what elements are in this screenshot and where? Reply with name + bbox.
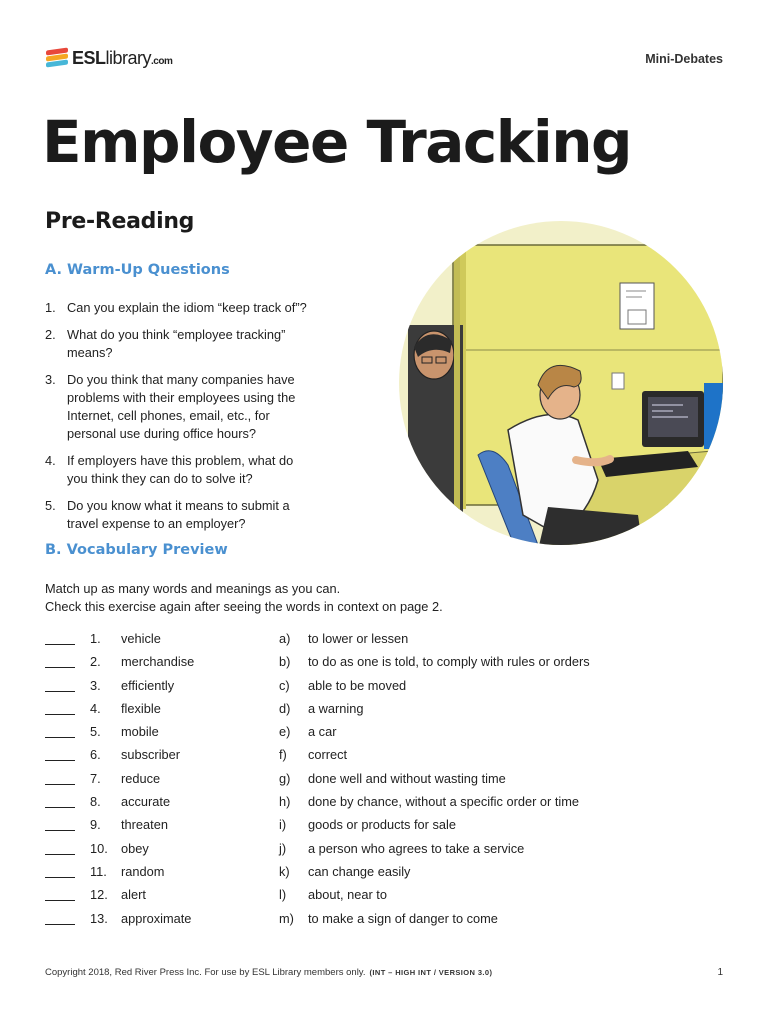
footer-copyright: Copyright 2018, Red River Press Inc. For use by ESL Library members only. (INT – HIGH INT / VERSION 3.0) xyxy=(45,967,493,978)
definition-text: correct xyxy=(308,747,348,763)
vocab-number: 13. xyxy=(90,910,108,926)
vocab-row xyxy=(45,793,645,816)
definition-letter: m) xyxy=(279,910,294,926)
vocab-row xyxy=(45,863,645,886)
question-item: 2. What do you think “employee tracking” means? xyxy=(45,327,286,360)
definition-text: to lower or lessen xyxy=(308,631,409,646)
vocab-row xyxy=(45,910,645,933)
vocab-word: efficiently xyxy=(121,677,175,693)
vocab-matching-list xyxy=(45,630,645,933)
vocab-word: merchandise xyxy=(121,654,195,670)
definition-letter: c) xyxy=(279,677,290,693)
vocab-number: 12. xyxy=(90,887,108,903)
vocab-word: threaten xyxy=(121,817,168,833)
answer-blank[interactable] xyxy=(45,784,75,785)
definition-text: done well and without wasting time xyxy=(308,770,506,786)
vocab-number: 7. xyxy=(90,770,101,786)
vocab-row xyxy=(45,723,645,746)
definition-text: goods or products for sale xyxy=(308,817,456,833)
question-item: 3. Do you think that many companies have problems with their employees using the Internet, cell phones, email, etc., for personal use during office hours? xyxy=(45,372,296,441)
question-item: 4. If employers have this problem, what do you think they can do to solve it? xyxy=(45,453,294,486)
definition-letter: b) xyxy=(279,654,291,670)
logo-wordmark: ESLlibrary.com xyxy=(72,47,173,68)
vocab-number: 5. xyxy=(90,724,101,740)
question-item: 1. Can you explain the idiom “keep track of”? xyxy=(45,300,307,315)
vocab-word: obey xyxy=(121,840,149,856)
definition-text: to make a sign of danger to come xyxy=(308,910,498,926)
definition-text: to do as one is told, to comply with rules or orders xyxy=(308,654,590,670)
definition-text: able to be moved xyxy=(308,677,407,693)
answer-blank[interactable] xyxy=(45,691,75,692)
definition-text: a warning xyxy=(308,700,364,716)
vocab-row xyxy=(45,770,645,793)
vocab-number: 6. xyxy=(90,747,101,763)
vocab-word: approximate xyxy=(121,910,192,926)
answer-blank[interactable] xyxy=(45,830,75,831)
vocab-number: 11. xyxy=(90,863,107,879)
vocab-row xyxy=(45,746,645,769)
vocab-heading: B. Vocabulary Preview xyxy=(45,542,228,558)
vocab-row xyxy=(45,840,645,863)
definition-text: done by chance, without a specific order or time xyxy=(308,794,580,810)
vocab-word: accurate xyxy=(121,794,171,810)
vocab-word: alert xyxy=(121,887,146,903)
vocab-word: mobile xyxy=(121,724,159,740)
vocab-number: 10. xyxy=(90,840,108,856)
esl-library-logo xyxy=(46,46,172,70)
vocab-number: 2. xyxy=(90,654,101,670)
definition-text: about, near to xyxy=(308,887,387,903)
definition-letter: h) xyxy=(279,794,291,810)
definition-text: a car xyxy=(308,724,337,740)
answer-blank[interactable] xyxy=(45,714,75,715)
vocab-row xyxy=(45,677,645,700)
vocab-number: 1. xyxy=(90,631,101,646)
definition-text: can change easily xyxy=(308,863,411,879)
definition-letter: l) xyxy=(279,887,287,903)
vocab-row xyxy=(45,816,645,839)
definition-letter: g) xyxy=(279,770,291,786)
vocab-row xyxy=(45,700,645,723)
vocab-row xyxy=(45,886,645,909)
answer-blank[interactable] xyxy=(45,644,75,645)
section-heading: Pre-Reading xyxy=(45,209,195,234)
logo-stack-icon xyxy=(46,47,68,69)
vocab-row xyxy=(45,653,645,676)
answer-blank[interactable] xyxy=(45,924,75,925)
definition-letter: a) xyxy=(279,631,291,646)
vocab-word: vehicle xyxy=(121,631,161,646)
definition-letter: k) xyxy=(279,863,290,879)
vocab-word: reduce xyxy=(121,770,161,786)
definition-letter: j) xyxy=(279,840,287,856)
vocab-instructions: Match up as many words and meanings as you can. Check this exercise again after seeing the words in context on page 2. xyxy=(45,581,443,614)
vocab-word: random xyxy=(121,863,165,879)
answer-blank[interactable] xyxy=(45,854,75,855)
level-version: (INT – HIGH INT / VERSION 3.0) xyxy=(369,968,493,977)
page-number: 1 xyxy=(717,967,723,978)
answer-blank[interactable] xyxy=(45,807,75,808)
page-title: Employee Tracking xyxy=(42,108,632,176)
answer-blank[interactable] xyxy=(45,737,75,738)
question-item: 5. Do you know what it means to submit a travel expense to an employer? xyxy=(45,498,290,531)
definition-letter: e) xyxy=(279,724,291,740)
vocab-number: 4. xyxy=(90,700,101,716)
vocab-number: 9. xyxy=(90,817,101,833)
definition-letter: f) xyxy=(279,747,287,763)
definition-letter: i) xyxy=(279,817,287,833)
vocab-number: 3. xyxy=(90,677,101,693)
definition-letter: d) xyxy=(279,700,291,716)
answer-blank[interactable] xyxy=(45,760,75,761)
vocab-word: flexible xyxy=(121,700,161,716)
vocab-row xyxy=(45,630,645,653)
vocab-number: 8. xyxy=(90,794,101,810)
lesson-category: Mini-Debates xyxy=(645,52,723,66)
answer-blank[interactable] xyxy=(45,900,75,901)
warmup-question-list xyxy=(45,299,365,542)
definition-text: a person who agrees to take a service xyxy=(308,840,525,856)
office-worker-being-watched-illustration xyxy=(398,215,724,550)
answer-blank[interactable] xyxy=(45,667,75,668)
warmup-heading: A. Warm-Up Questions xyxy=(45,262,230,278)
answer-blank[interactable] xyxy=(45,877,75,878)
vocab-word: subscriber xyxy=(121,747,181,763)
